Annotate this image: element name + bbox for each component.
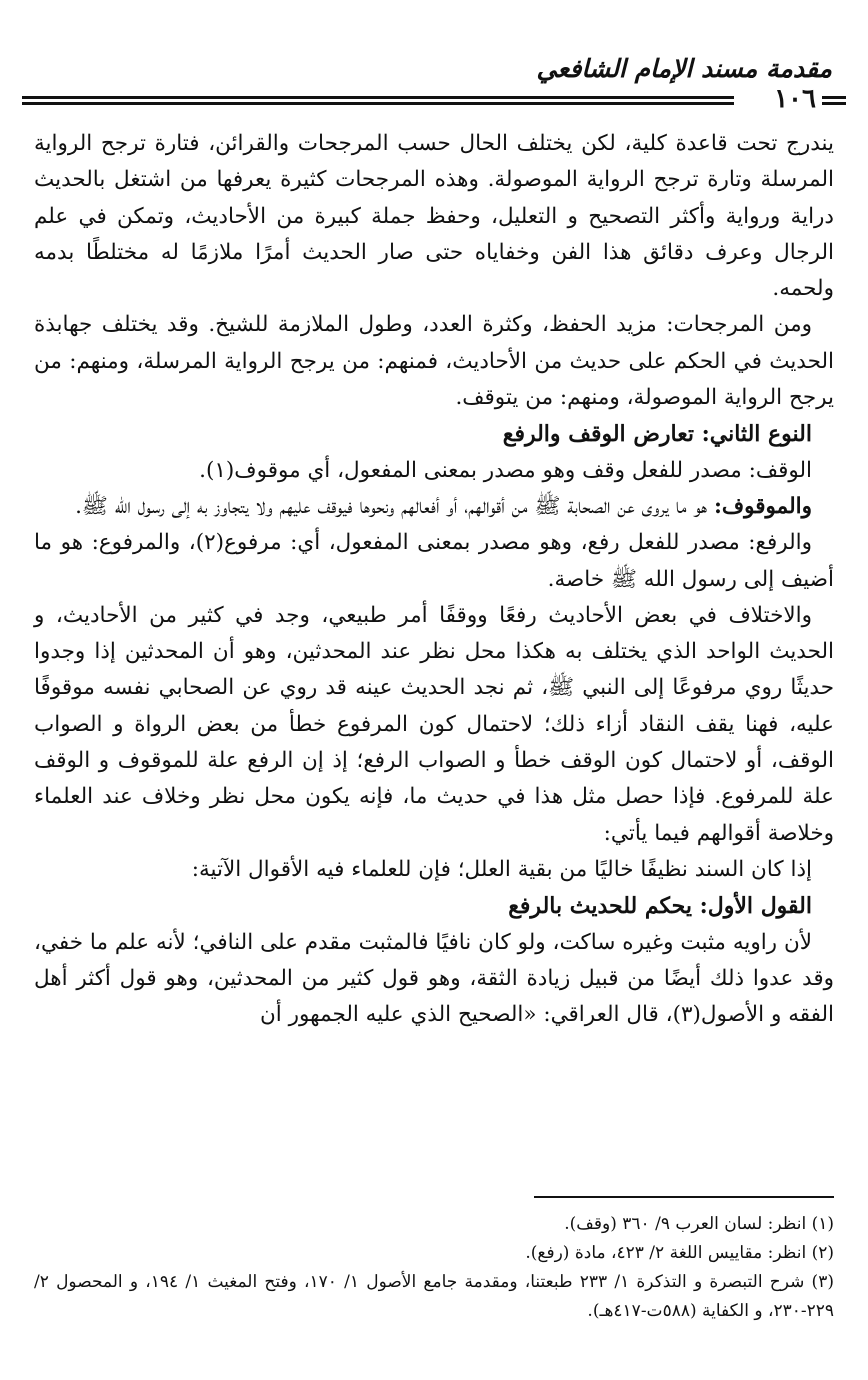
page-header — [22, 54, 846, 114]
mawquf-term: والموقوف: — [713, 493, 812, 519]
paragraph-waqf-definition: الوقف: مصدر للفعل وقف وهو مصدر بمعنى المفعول، أي موقوف(١). — [199, 457, 812, 483]
paragraph-first-opinion: لأن راويه مثبت وغيره ساكت، ولو كان نافيًا فالمثبت مقدم على النافي؛ لأنه علم ما خفي، وقد عدوا ذلك أيضًا من قبيل زيادة الثقة، وهو قول كثير من المحدثين، وهو قول أكثر أهل الفقه و الأصول(٣)، قال العراقي: «الصحيح الذي عليه الجمهور أن — [34, 929, 834, 1028]
footnote-2: (٢) انظر: مقاييس اللغة ٢/ ٤٢٣، مادة (رفع). — [525, 1243, 834, 1263]
paragraph-ikhtilaf: والاختلاف في بعض الأحاديث رفعًا ووقفًا أمر طبيعي، وجد في كثير من الأحاديث، و الحديث الواحد الذي يختلف به هكذا محل نظر عند المحدثين، وهو أن المحدثين إذا وجدوا حديثًا روي مرفوعًا إلى النبي ﷺ، ثم نجد الحديث عينه قد روي عن الصحابي نفسه موقوفًا عليه، فهنا يقف النقاد أزاء ذلك؛ لاحتمال كون المرفوع خطأ من بعض الرواة و الصواب الوقف، أو لاحتمال كون الوقف خطأ و الصواب الرفع؛ إذ إن الرفع علة للموقوف و الوقف علة للمرفوع. فإذا حصل مثل هذا في حديث ما، فإنه يكون محل نظر وخلاف عند العلماء وخلاصة أقوالهم فيما يأتي: — [34, 602, 834, 846]
header-rule — [22, 84, 846, 114]
footnote-1: (١) انظر: لسان العرب ٩/ ٣٦٠ (وقف). — [564, 1214, 834, 1234]
footnote-separator — [534, 1196, 834, 1198]
header-rule-long — [22, 96, 734, 105]
header-rule-short — [822, 96, 846, 105]
main-text — [34, 126, 834, 1033]
section-heading-first-opinion: القول الأول: يحكم للحديث بالرفع — [508, 893, 812, 920]
paragraph-2: ومن المرجحات: مزيد الحفظ، وكثرة العدد، وطول الملازمة للشيخ. وقد يختلف جهابذة الحديث في الحكم على حديث من الأحاديث، فمنهم: من يرجح الرواية المرسلة، ومنهم: من يرجح الرواية الموصولة، ومنهم: من يتوقف. — [34, 312, 834, 411]
paragraph-sanad: إذا كان السند نظيفًا خاليًا من بقية العلل؛ فإن للعلماء فيه الأقوال الآتية: — [191, 856, 812, 882]
mawquf-text: هو ما يروى عن الصحابة ﷺ من أقوالهم، أو أفعالهم ونحوها فيوقف عليهم ولا يتجاوز به إلى رسول الله ﷺ. — [75, 493, 708, 519]
paragraph-1: يندرج تحت قاعدة كلية، لكن يختلف الحال حسب المرجحات والقرائن، فتارة ترجح الرواية المرسلة وتارة ترجح الرواية الموصولة. وهذه المرجحات كثيرة يعرفها من اشتغل بالحديث دراية ورواية وأكثر التصحيح و التعليل، وحفظ جملة كبيرة من الأحاديث، وتمكن في علم الرجال وعرف دقائق هذا الفن وخفاياه حتى صار الحديث أمرًا ملازمًا له مختلطًا بدمه ولحمه. — [34, 131, 834, 302]
running-title: مقدمة مسند الإمام الشافعي — [536, 54, 832, 83]
paragraph-mawquf-definition — [34, 489, 834, 525]
page-number: ١٠٦ — [774, 84, 816, 114]
section-heading-waqf-raf: النوع الثاني: تعارض الوقف والرفع — [502, 421, 812, 448]
footnotes — [34, 1210, 834, 1326]
paragraph-raf-definition: والرفع: مصدر للفعل رفع، وهو مصدر بمعنى المفعول، أي: مرفوع(٢)، والمرفوع: هو ما أضيف إلى رسول الله ﷺ خاصة. — [34, 530, 834, 592]
footnote-3: (٣) شرح التبصرة و التذكرة ١/ ٢٣٣ طبعتنا، ومقدمة جامع الأصول ١/ ١٧٠، وفتح المغيث ١/ ١٩٤، و المحصول ٢/ ٢٢٩-٢٣٠، و الكفاية (٥٨٨ت-٤١٧هـ). — [34, 1272, 834, 1321]
